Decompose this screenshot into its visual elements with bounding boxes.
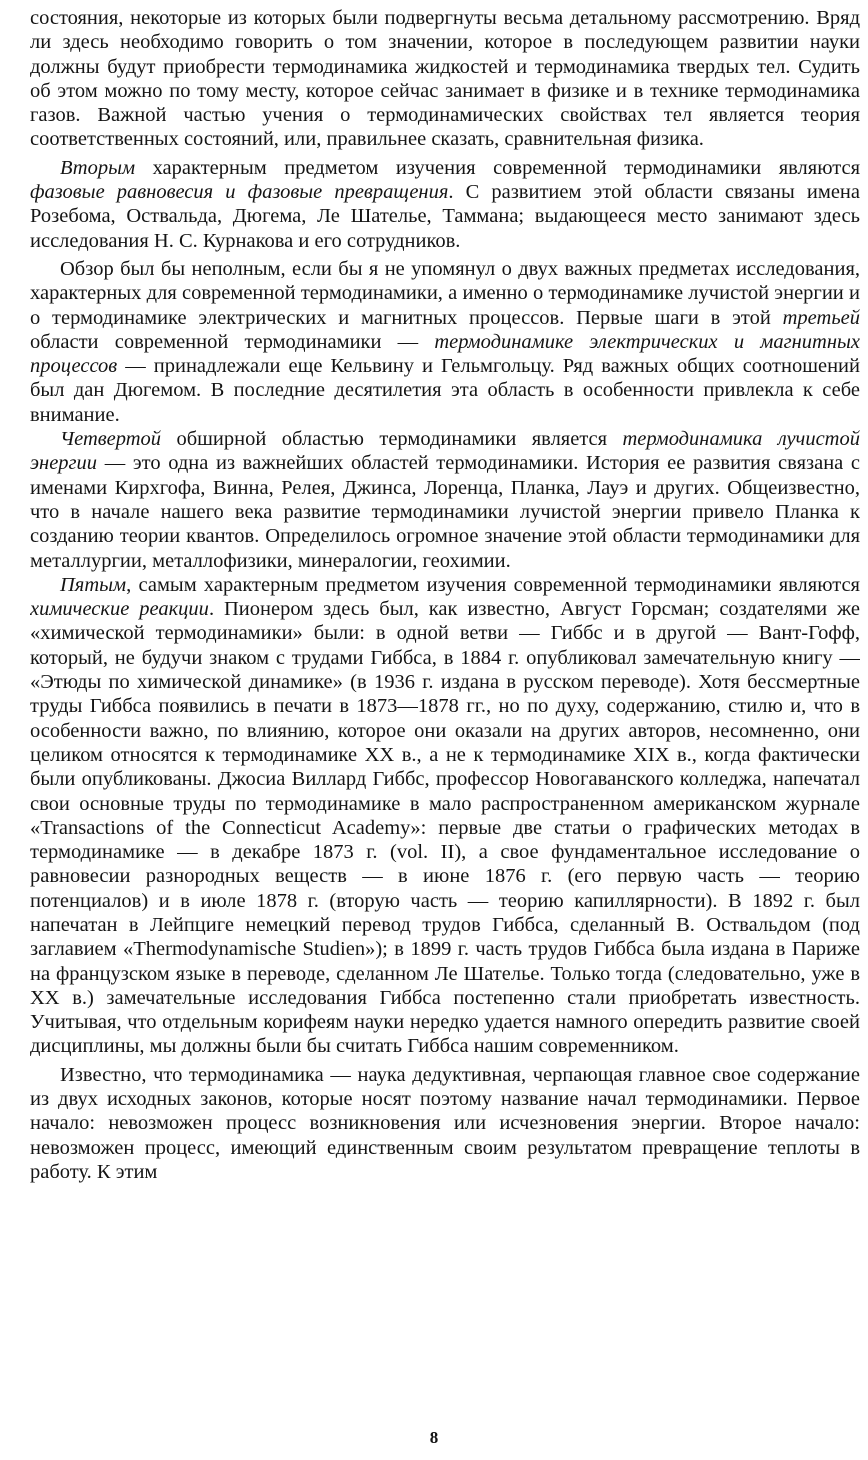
text-segment: , самым характерным предметом изучения современной термодинамики являются	[126, 573, 860, 596]
italic-term: термодинамике электрических и магнитных процессов	[30, 330, 860, 378]
italic-term: химические реакции	[30, 598, 209, 621]
text-segment: области современной термодинамики —	[30, 330, 435, 353]
italic-term: фазовые равновесия и фазовые превращения	[30, 181, 449, 204]
text-segment: — принадлежали еще Кельвину и Гельмгольцу. Ряд важных общих соотношений был дан Дюгемом. В последние десятилетия эта область в особенности привлекла к себе внимание.	[30, 355, 860, 426]
italic-term: Пятым	[60, 573, 127, 596]
paragraph-6	[30, 1063, 860, 1184]
text-segment: . Пионером здесь был, как известно, Август Горсман; создателями же «химической термодинамики» были: в одной ветви — Гиббс и в другой — Вант-Гофф, который, не будучи знаком с трудами Гиббса, в 1884 г. опубликовал замечательную книгу — «Этюды по химической динамике» (в 1936 г. издана в русском переводе). Хотя бессмертные труды Гиббса появились в печати в 1873—1878 гг., но по духу, содержанию, стилю и, что в особенности важно, по влиянию, которое они оказали на других авторов, несомненно, они целиком относятся к термодинамике XX в., а не к термодинамике XIX в., когда фактически были опубликованы. Джосиа Виллард Гиббс, профессор Новогаванского колледжа, напечатал свои основные труды по термодинамике в мало распространенном американском журнале «Transactions of the Connecticut Academy»: первые две статьи о графических методах в термодинамике — в декабре 1873 г. (vol. II), а свое фундаментальное исследование о равновесии разнородных веществ — в июне 1876 г. (его первую часть — теорию потенциалов) и в июле 1878 г. (вторую часть — теорию капиллярности). В 1892 г. был напечатан в Лейпциге немецкий перевод трудов Гиббса, сделанный В. Оствальдом (под заглавием «Thermodynamische Studien»); в 1899 г. часть трудов Гиббса была издана в Париже на французском языке в переводе, сделанном Ле Шателье. Только тогда (следовательно, уже в XX в.) замечательные исследования Гиббса постепенно стали приобретать известность. Учитывая, что отдельным корифеям науки нередко удается намного опередить развитие своей дисциплины, мы должны были бы считать Гиббса нашим современником.	[30, 598, 860, 1058]
paragraph-5	[30, 573, 860, 1059]
text-segment: Обзор был бы неполным, если бы я не упомянул о двух важных предметах исследования, характерных для современной термодинамики, а именно о термодинамике лучистой энергии и о термодинамике электрических и магнитных процессов. Первые шаги в этой	[30, 257, 860, 329]
paragraph-4	[30, 427, 860, 573]
italic-term: Четвертой	[60, 428, 162, 451]
text-segment: — это одна из важнейших областей термодинамики. История ее развития связана с именами Кирхгофа, Винна, Релея, Джинса, Лоренца, Планка, Лауэ и других. Общеизвестно, что в начале нашего века развитие термодинамики лучистой энергии привело Планка к созданию теории квантов. Определилось огромное значение этой области термодинамики для металлургии, металлофизики, минералогии, геохимии.	[30, 452, 860, 572]
italic-term: термодинамика лучистой энергии	[30, 428, 860, 475]
italic-term: Вторым	[60, 156, 136, 179]
page-number: 8	[429, 1428, 439, 1447]
text-segment: обширной областью термодинамики является	[161, 428, 623, 451]
italic-term: третьей	[782, 306, 860, 329]
text-segment: Известно, что термодинамика — наука дедуктивная, черпающая главное свое содержание из двух исходных законов, которые носят поэтому название начал термодинамики. Первое начало: невозможен процесс возникновения или исчезновения энергии. Второе начало: невозможен процесс, имеющий единственным своим результатом превращение теплоты в работу. К этим	[30, 1063, 860, 1183]
paragraph-2	[30, 156, 860, 253]
paragraph-3	[30, 257, 860, 427]
page-text	[30, 6, 860, 1396]
text-segment: . С развитием этой области связаны имена Розебома, Оствальда, Дюгема, Ле Шателье, Таммана; выдающееся место занимают здесь исследования Н. С. Курнакова и его сотрудников.	[30, 181, 860, 252]
paragraph-1	[30, 6, 860, 152]
text-segment: состояния, некоторые из которых были подвергнуты весьма детальному рассмотрению. Вряд ли здесь необходимо говорить о том значении, которое в последующем развитии науки должны будут приобрести термодинамика жидкостей и термодинамика твердых тел. Судить об этом можно по тому месту, которое сейчас занимает в физике и в технике термодинамика газов. Важной частью учения о термодинамических свойствах тел является теория соответственных состояний, или, правильнее сказать, сравнительная физика.	[30, 7, 860, 151]
text-segment: характерным предметом изучения современной термодинамики являются	[135, 156, 860, 179]
